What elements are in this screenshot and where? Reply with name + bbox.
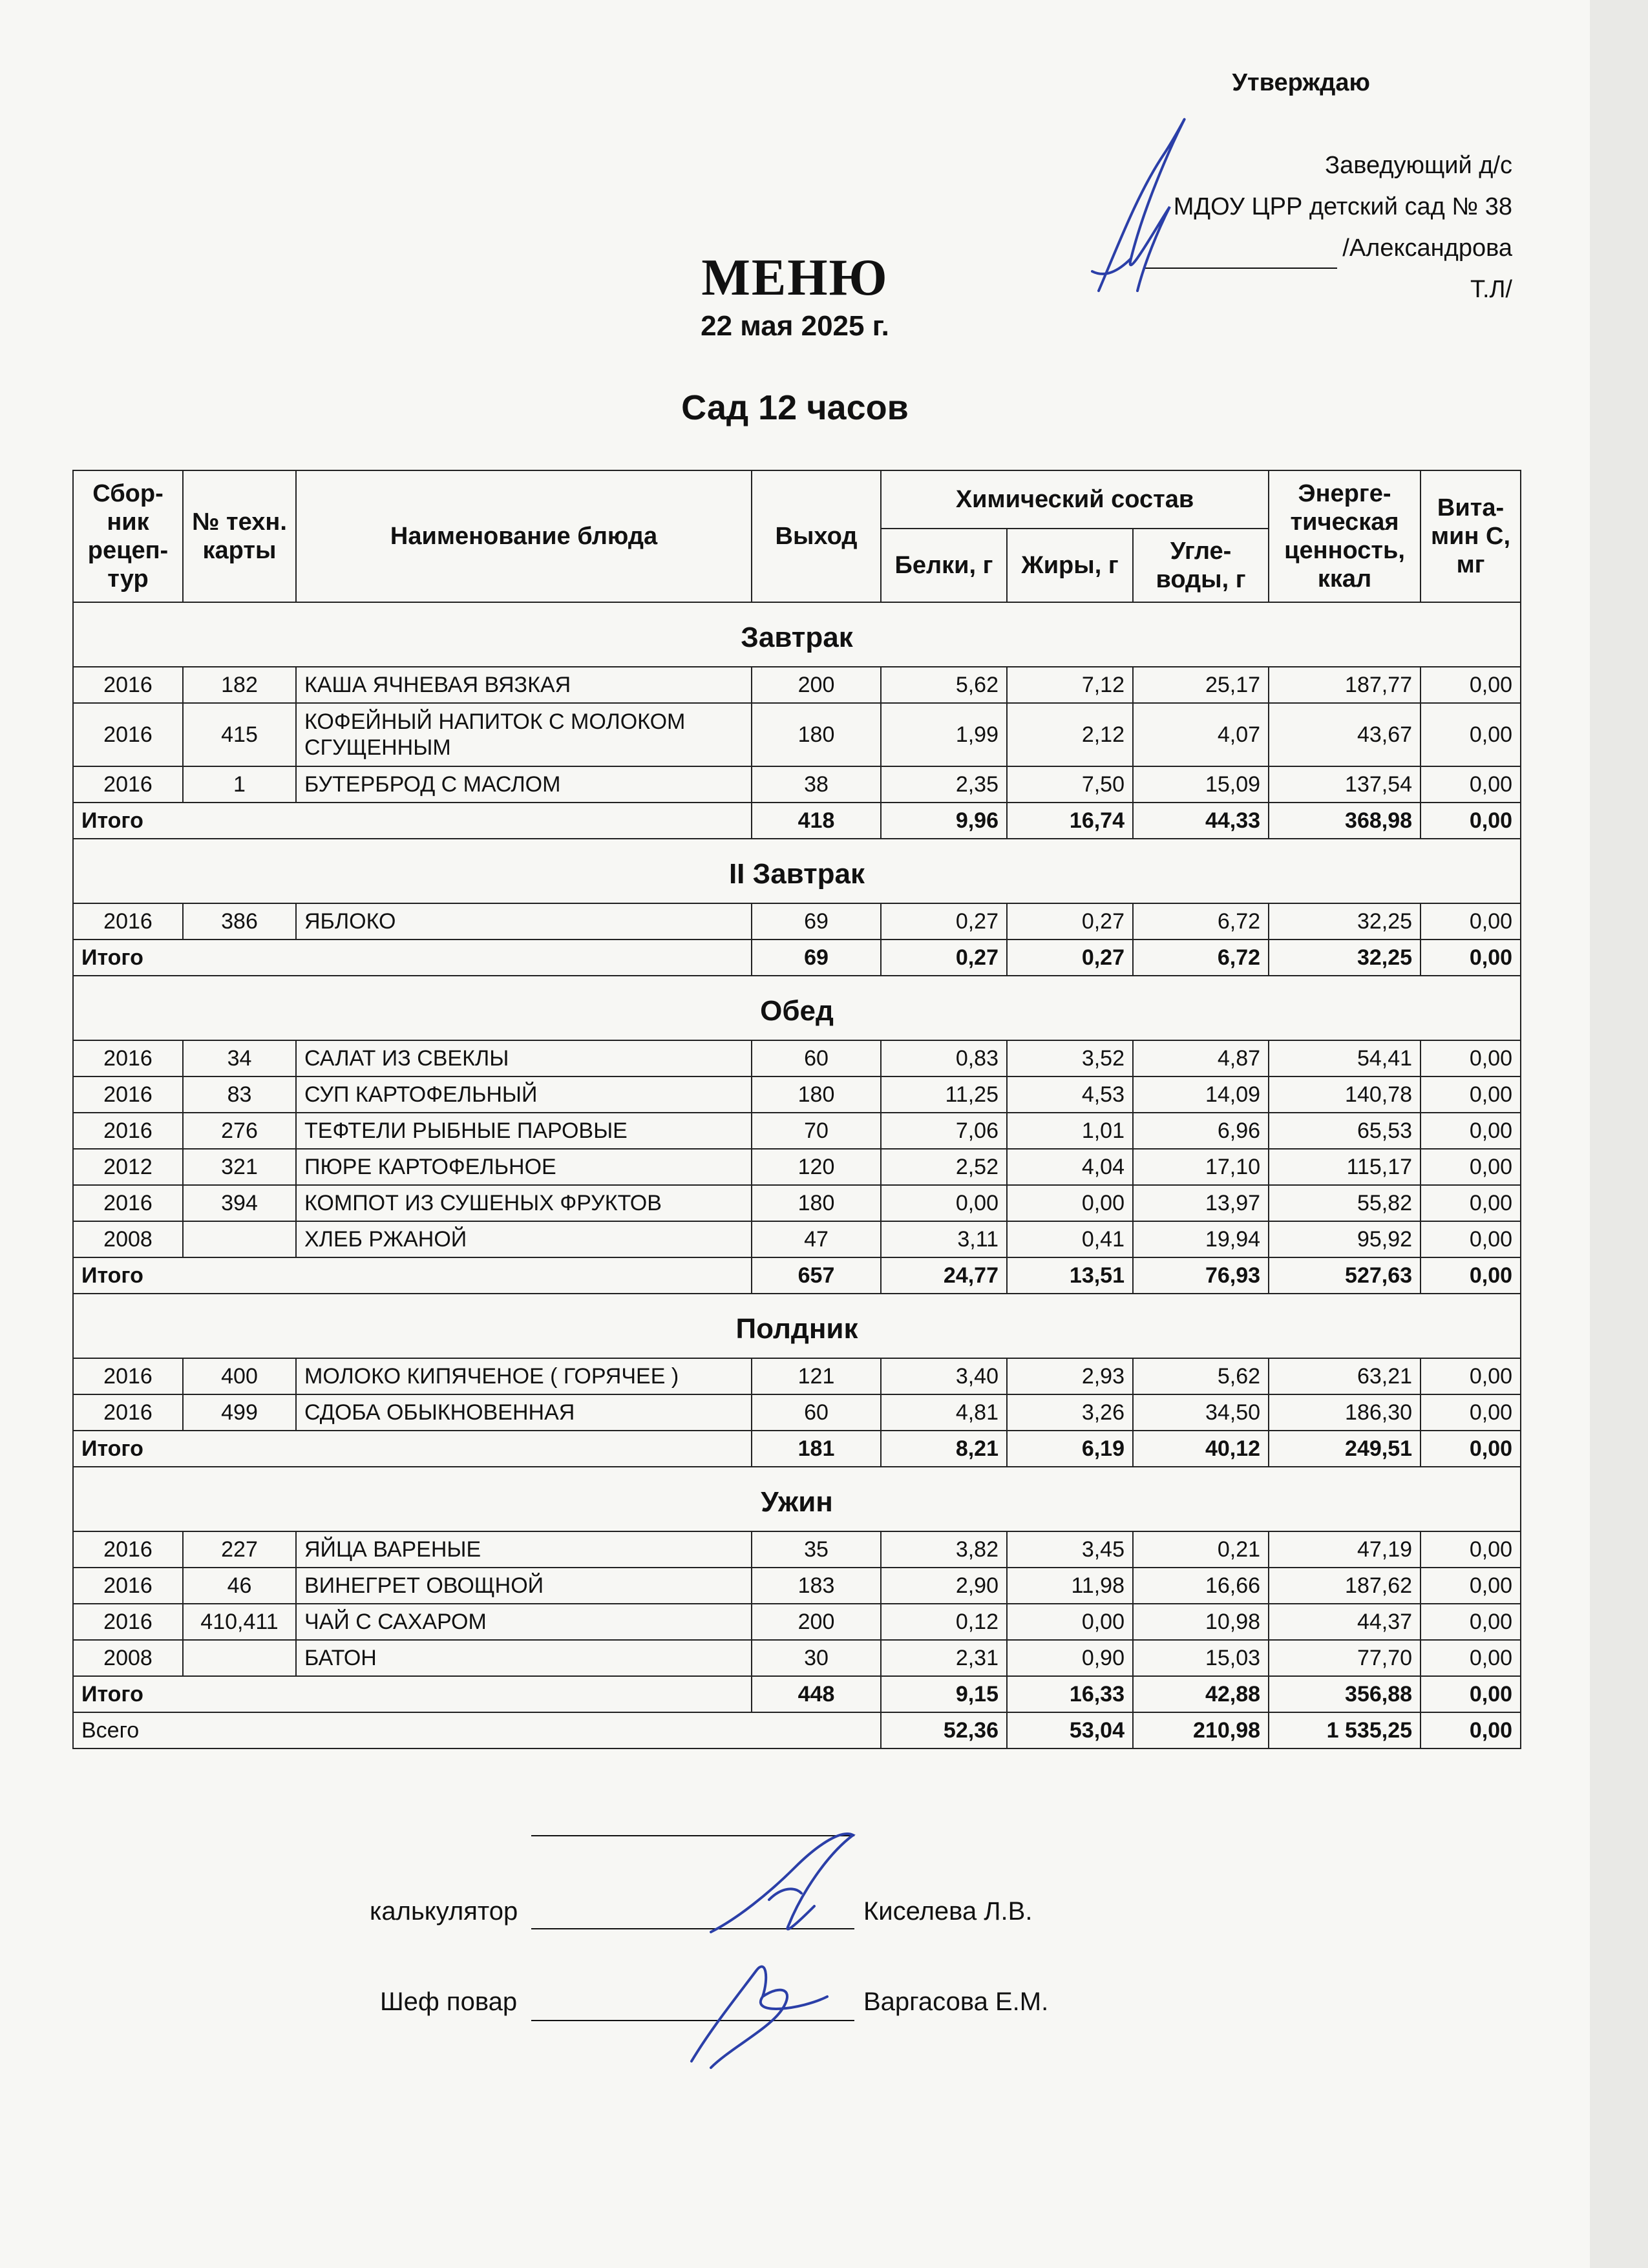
total-protein: 24,77 (881, 1257, 1007, 1294)
total-label: Итого (73, 803, 752, 839)
yield-cell: 70 (752, 1113, 881, 1149)
collection-cell: 2016 (73, 903, 183, 940)
fat-cell: 7,12 (1007, 667, 1133, 703)
energy-cell: 95,92 (1269, 1221, 1421, 1257)
energy-cell: 187,62 (1269, 1568, 1421, 1604)
header-card: № техн. карты (183, 470, 296, 602)
vitamin-cell: 0,00 (1421, 1113, 1521, 1149)
table-row (73, 703, 1521, 766)
fat-cell: 4,04 (1007, 1149, 1133, 1185)
yield-cell: 200 (752, 1604, 881, 1640)
total-row (73, 1431, 1521, 1467)
dish-cell: КОФЕЙНЫЙ НАПИТОК С МОЛОКОМ СГУЩЕННЫМ (296, 703, 752, 766)
document-date: 22 мая 2025 г. (701, 310, 889, 342)
table-row (73, 766, 1521, 803)
table-row (73, 667, 1521, 703)
total-label: Итого (73, 1257, 752, 1294)
section-title: Полдник (73, 1294, 1521, 1358)
header-yield: Выход (752, 470, 881, 602)
table-row (73, 903, 1521, 940)
protein-cell: 2,90 (881, 1568, 1007, 1604)
header-energy: Энерге-тическая ценность, ккал (1269, 470, 1421, 602)
energy-cell: 43,67 (1269, 703, 1421, 766)
total-row (73, 940, 1521, 976)
carbs-cell: 10,98 (1133, 1604, 1269, 1640)
carbs-cell: 6,72 (1133, 903, 1269, 940)
total-yield: 181 (752, 1431, 881, 1467)
calculator-signature (698, 1822, 866, 1951)
table-row (73, 1076, 1521, 1113)
card-cell (183, 1640, 296, 1676)
yield-cell: 38 (752, 766, 881, 803)
collection-cell: 2016 (73, 1568, 183, 1604)
vitamin-cell: 0,00 (1421, 903, 1521, 940)
card-cell: 1 (183, 766, 296, 803)
vitamin-cell: 0,00 (1421, 1076, 1521, 1113)
collection-cell: 2016 (73, 1076, 183, 1113)
protein-cell: 3,40 (881, 1358, 1007, 1394)
card-cell: 182 (183, 667, 296, 703)
approval-name: /Александрова Т.Л/ (1342, 235, 1512, 303)
total-fat: 16,74 (1007, 803, 1133, 839)
card-cell: 386 (183, 903, 296, 940)
grand-total-fat: 53,04 (1007, 1712, 1133, 1748)
total-yield: 657 (752, 1257, 881, 1294)
document-title: МЕНЮ (701, 249, 889, 306)
card-cell: 400 (183, 1358, 296, 1394)
total-energy: 527,63 (1269, 1257, 1421, 1294)
dish-cell: КАША ЯЧНЕВАЯ ВЯЗКАЯ (296, 667, 752, 703)
carbs-cell: 14,09 (1133, 1076, 1269, 1113)
vitamin-cell: 0,00 (1421, 667, 1521, 703)
total-vitamin: 0,00 (1421, 1676, 1521, 1712)
bleed-through (418, 168, 452, 176)
yield-cell: 30 (752, 1640, 881, 1676)
yield-cell: 69 (752, 903, 881, 940)
yield-cell: 180 (752, 1185, 881, 1221)
dish-cell: ЯБЛОКО (296, 903, 752, 940)
fat-cell: 0,27 (1007, 903, 1133, 940)
protein-cell: 5,62 (881, 667, 1007, 703)
collection-cell: 2016 (73, 1040, 183, 1076)
energy-cell: 187,77 (1269, 667, 1421, 703)
section-header-row (73, 976, 1521, 1040)
protein-cell: 7,06 (881, 1113, 1007, 1149)
collection-cell: 2016 (73, 1604, 183, 1640)
protein-cell: 3,11 (881, 1221, 1007, 1257)
dish-cell: СДОБА ОБЫКНОВЕННАЯ (296, 1394, 752, 1431)
section-title: Завтрак (73, 602, 1521, 667)
collection-cell: 2012 (73, 1149, 183, 1185)
total-protein: 8,21 (881, 1431, 1007, 1467)
card-cell: 276 (183, 1113, 296, 1149)
grand-total-protein: 52,36 (881, 1712, 1007, 1748)
energy-cell: 47,19 (1269, 1531, 1421, 1568)
calculator-name: Киселева Л.В. (863, 1897, 1033, 1926)
fat-cell: 2,93 (1007, 1358, 1133, 1394)
table-row (73, 1040, 1521, 1076)
protein-cell: 4,81 (881, 1394, 1007, 1431)
carbs-cell: 0,21 (1133, 1531, 1269, 1568)
carbs-cell: 6,96 (1133, 1113, 1269, 1149)
header-dish: Наименование блюда (296, 470, 752, 602)
grand-total-vitamin: 0,00 (1421, 1712, 1521, 1748)
vitamin-cell: 0,00 (1421, 1640, 1521, 1676)
section-header-row (73, 839, 1521, 903)
total-vitamin: 0,00 (1421, 803, 1521, 839)
dish-cell: ВИНЕГРЕТ ОВОЩНОЙ (296, 1568, 752, 1604)
protein-cell: 11,25 (881, 1076, 1007, 1113)
chef-name: Варгасова Е.М. (863, 1988, 1049, 2016)
carbs-cell: 25,17 (1133, 667, 1269, 703)
vitamin-cell: 0,00 (1421, 766, 1521, 803)
protein-cell: 3,82 (881, 1531, 1007, 1568)
dish-cell: ТЕФТЕЛИ РЫБНЫЕ ПАРОВЫЕ (296, 1113, 752, 1149)
collection-cell: 2016 (73, 1531, 183, 1568)
energy-cell: 63,21 (1269, 1358, 1421, 1394)
total-energy: 368,98 (1269, 803, 1421, 839)
protein-cell: 0,83 (881, 1040, 1007, 1076)
document-subtitle: Сад 12 часов (681, 388, 909, 427)
section-header-row (73, 602, 1521, 667)
section-title: Ужин (73, 1467, 1521, 1531)
total-yield: 69 (752, 940, 881, 976)
energy-cell: 32,25 (1269, 903, 1421, 940)
section-title: II Завтрак (73, 839, 1521, 903)
card-cell: 394 (183, 1185, 296, 1221)
fat-cell: 4,53 (1007, 1076, 1133, 1113)
fat-cell: 0,90 (1007, 1640, 1133, 1676)
scan-edge (1590, 0, 1648, 2268)
header-vitamin: Вита-мин С, мг (1421, 470, 1521, 602)
carbs-cell: 4,87 (1133, 1040, 1269, 1076)
carbs-cell: 16,66 (1133, 1568, 1269, 1604)
dish-cell: КОМПОТ ИЗ СУШЕНЫХ ФРУКТОВ (296, 1185, 752, 1221)
carbs-cell: 15,09 (1133, 766, 1269, 803)
energy-cell: 140,78 (1269, 1076, 1421, 1113)
yield-cell: 180 (752, 703, 881, 766)
chef-signature (672, 1938, 853, 2081)
table-row (73, 1221, 1521, 1257)
dish-cell: САЛАТ ИЗ СВЕКЛЫ (296, 1040, 752, 1076)
total-energy: 356,88 (1269, 1676, 1421, 1712)
fat-cell: 11,98 (1007, 1568, 1133, 1604)
grand-total-row (73, 1712, 1521, 1748)
table-row (73, 1394, 1521, 1431)
card-cell: 415 (183, 703, 296, 766)
total-carbs: 44,33 (1133, 803, 1269, 839)
vitamin-cell: 0,00 (1421, 1531, 1521, 1568)
header-chem: Химический состав (881, 470, 1269, 529)
collection-cell: 2008 (73, 1640, 183, 1676)
yield-cell: 47 (752, 1221, 881, 1257)
card-cell: 83 (183, 1076, 296, 1113)
total-row (73, 1676, 1521, 1712)
total-vitamin: 0,00 (1421, 1431, 1521, 1467)
vitamin-cell: 0,00 (1421, 1185, 1521, 1221)
table-row (73, 1531, 1521, 1568)
vitamin-cell: 0,00 (1421, 1568, 1521, 1604)
card-cell: 227 (183, 1531, 296, 1568)
total-carbs: 6,72 (1133, 940, 1269, 976)
vitamin-cell: 0,00 (1421, 1221, 1521, 1257)
yield-cell: 35 (752, 1531, 881, 1568)
total-row (73, 1257, 1521, 1294)
header-collection: Сбор-ник рецеп-тур (73, 470, 183, 602)
protein-cell: 2,52 (881, 1149, 1007, 1185)
table-row (73, 1604, 1521, 1640)
total-fat: 6,19 (1007, 1431, 1133, 1467)
total-carbs: 40,12 (1133, 1431, 1269, 1467)
total-label: Итого (73, 940, 752, 976)
carbs-cell: 34,50 (1133, 1394, 1269, 1431)
total-row (73, 803, 1521, 839)
fat-cell: 1,01 (1007, 1113, 1133, 1149)
fat-cell: 3,45 (1007, 1531, 1133, 1568)
yield-cell: 200 (752, 667, 881, 703)
dish-cell: ЯЙЦА ВАРЕНЫЕ (296, 1531, 752, 1568)
total-vitamin: 0,00 (1421, 1257, 1521, 1294)
dish-cell: БУТЕРБРОД С МАСЛОМ (296, 766, 752, 803)
dish-cell: БАТОН (296, 1640, 752, 1676)
carbs-cell: 19,94 (1133, 1221, 1269, 1257)
total-vitamin: 0,00 (1421, 940, 1521, 976)
vitamin-cell: 0,00 (1421, 703, 1521, 766)
vitamin-cell: 0,00 (1421, 1394, 1521, 1431)
carbs-cell: 17,10 (1133, 1149, 1269, 1185)
energy-cell: 44,37 (1269, 1604, 1421, 1640)
fat-cell: 2,12 (1007, 703, 1133, 766)
energy-cell: 65,53 (1269, 1113, 1421, 1149)
dish-cell: ЧАЙ С САХАРОМ (296, 1604, 752, 1640)
grand-total-carbs: 210,98 (1133, 1712, 1269, 1748)
total-fat: 16,33 (1007, 1676, 1133, 1712)
total-energy: 32,25 (1269, 940, 1421, 976)
protein-cell: 0,00 (881, 1185, 1007, 1221)
grand-total-label: Всего (73, 1712, 881, 1748)
energy-cell: 54,41 (1269, 1040, 1421, 1076)
energy-cell: 186,30 (1269, 1394, 1421, 1431)
carbs-cell: 5,62 (1133, 1358, 1269, 1394)
menu-table (72, 470, 1521, 1749)
calculator-role: калькулятор (370, 1897, 518, 1926)
collection-cell: 2016 (73, 1358, 183, 1394)
yield-cell: 180 (752, 1076, 881, 1113)
total-fat: 13,51 (1007, 1257, 1133, 1294)
fat-cell: 0,00 (1007, 1185, 1133, 1221)
total-carbs: 42,88 (1133, 1676, 1269, 1712)
header-fat: Жиры, г (1007, 529, 1133, 602)
total-yield: 448 (752, 1676, 881, 1712)
total-carbs: 76,93 (1133, 1257, 1269, 1294)
menu-table-body (73, 602, 1521, 1748)
card-cell: 46 (183, 1568, 296, 1604)
yield-cell: 60 (752, 1394, 881, 1431)
energy-cell: 77,70 (1269, 1640, 1421, 1676)
total-label: Итого (73, 1431, 752, 1467)
fat-cell: 0,41 (1007, 1221, 1133, 1257)
total-energy: 249,51 (1269, 1431, 1421, 1467)
total-protein: 9,15 (881, 1676, 1007, 1712)
yield-cell: 120 (752, 1149, 881, 1185)
fat-cell: 7,50 (1007, 766, 1133, 803)
table-row (73, 1113, 1521, 1149)
approval-position: Заведующий д/с (1325, 152, 1512, 179)
protein-cell: 1,99 (881, 703, 1007, 766)
section-header-row (73, 1294, 1521, 1358)
dish-cell: ПЮРЕ КАРТОФЕЛЬНОЕ (296, 1149, 752, 1185)
collection-cell: 2016 (73, 766, 183, 803)
dish-cell: СУП КАРТОФЕЛЬНЫЙ (296, 1076, 752, 1113)
yield-cell: 60 (752, 1040, 881, 1076)
total-label: Итого (73, 1676, 752, 1712)
protein-cell: 2,31 (881, 1640, 1007, 1676)
vitamin-cell: 0,00 (1421, 1149, 1521, 1185)
carbs-cell: 15,03 (1133, 1640, 1269, 1676)
fat-cell: 0,00 (1007, 1604, 1133, 1640)
carbs-cell: 13,97 (1133, 1185, 1269, 1221)
fat-cell: 3,26 (1007, 1394, 1133, 1431)
dish-cell: ХЛЕБ РЖАНОЙ (296, 1221, 752, 1257)
protein-cell: 2,35 (881, 766, 1007, 803)
card-cell: 499 (183, 1394, 296, 1431)
card-cell: 410,411 (183, 1604, 296, 1640)
vitamin-cell: 0,00 (1421, 1358, 1521, 1394)
table-row (73, 1149, 1521, 1185)
approval-org: МДОУ ЦРР детский сад № 38 (1173, 193, 1512, 220)
carbs-cell: 4,07 (1133, 703, 1269, 766)
table-row (73, 1568, 1521, 1604)
yield-cell: 183 (752, 1568, 881, 1604)
protein-cell: 0,27 (881, 903, 1007, 940)
yield-cell: 121 (752, 1358, 881, 1394)
header-protein: Белки, г (881, 529, 1007, 602)
energy-cell: 55,82 (1269, 1185, 1421, 1221)
card-cell: 321 (183, 1149, 296, 1185)
card-cell (183, 1221, 296, 1257)
fat-cell: 3,52 (1007, 1040, 1133, 1076)
collection-cell: 2016 (73, 667, 183, 703)
grand-total-energy: 1 535,25 (1269, 1712, 1421, 1748)
section-title: Обед (73, 976, 1521, 1040)
energy-cell: 115,17 (1269, 1149, 1421, 1185)
header-carbs: Угле-воды, г (1133, 529, 1269, 602)
total-fat: 0,27 (1007, 940, 1133, 976)
collection-cell: 2016 (73, 703, 183, 766)
section-header-row (73, 1467, 1521, 1531)
vitamin-cell: 0,00 (1421, 1604, 1521, 1640)
dish-cell: МОЛОКО КИПЯЧЕНОЕ ( ГОРЯЧЕЕ ) (296, 1358, 752, 1394)
card-cell: 34 (183, 1040, 296, 1076)
vitamin-cell: 0,00 (1421, 1040, 1521, 1076)
collection-cell: 2016 (73, 1185, 183, 1221)
collection-cell: 2016 (73, 1113, 183, 1149)
total-yield: 418 (752, 803, 881, 839)
table-row (73, 1185, 1521, 1221)
chef-role: Шеф повар (380, 1988, 518, 2016)
collection-cell: 2008 (73, 1221, 183, 1257)
energy-cell: 137,54 (1269, 766, 1421, 803)
protein-cell: 0,12 (881, 1604, 1007, 1640)
approval-title: Утверждаю (1232, 69, 1370, 96)
table-row (73, 1640, 1521, 1676)
collection-cell: 2016 (73, 1394, 183, 1431)
table-row (73, 1358, 1521, 1394)
total-protein: 0,27 (881, 940, 1007, 976)
total-protein: 9,96 (881, 803, 1007, 839)
